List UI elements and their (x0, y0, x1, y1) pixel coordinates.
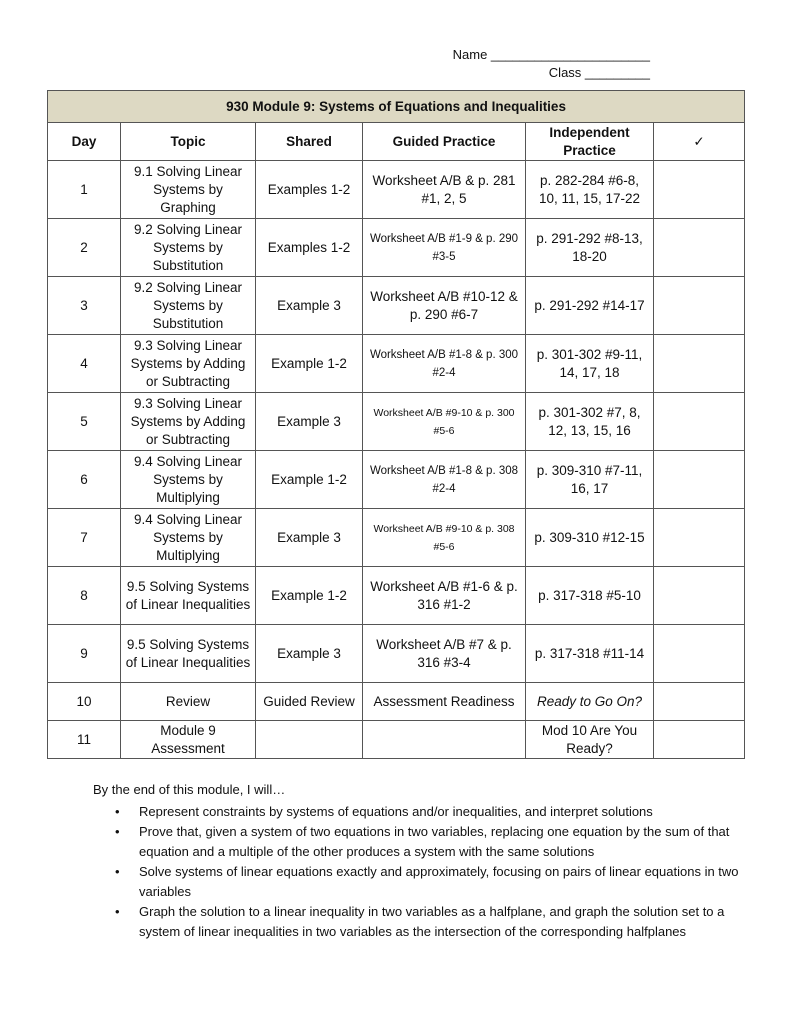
table-row (48, 277, 745, 335)
learning-goals (93, 780, 753, 942)
day-cell: 9 (48, 625, 121, 683)
day-cell: 8 (48, 567, 121, 625)
independent-practice-cell: p. 291-292 #14-17 (526, 277, 654, 335)
column-header-guided-practice: Guided Practice (363, 123, 526, 161)
table-row (48, 721, 745, 759)
shared-cell: Example 3 (256, 277, 363, 335)
day-cell: 11 (48, 721, 121, 759)
topic-cell: 9.2 Solving Linear Systems by Substitution (121, 277, 256, 335)
goal-text: Solve systems of linear equations exactly and approximately, focusing on pairs of linear equations in two variables (139, 864, 739, 899)
guided-practice-cell: Worksheet A/B #1-8 & p. 300 #2-4 (363, 335, 526, 393)
topic-cell: Review (121, 683, 256, 721)
column-header-topic: Topic (121, 123, 256, 161)
table-row (48, 567, 745, 625)
column-header-shared: Shared (256, 123, 363, 161)
table-row (48, 335, 745, 393)
check-cell (654, 277, 745, 335)
check-cell (654, 161, 745, 219)
guided-practice-cell: Worksheet A/B #1-9 & p. 290 #3-5 (363, 219, 526, 277)
bullet-icon: • (115, 864, 120, 879)
independent-practice-cell: p. 309-310 #7-11, 16, 17 (526, 451, 654, 509)
day-cell: 2 (48, 219, 121, 277)
shared-cell: Example 3 (256, 509, 363, 567)
name-line: Name ______________________ (452, 47, 650, 62)
check-cell (654, 721, 745, 759)
table-row (48, 393, 745, 451)
column-header-day: Day (48, 123, 121, 161)
shared-cell (256, 721, 363, 759)
goal-item (115, 902, 753, 942)
goals-intro: By the end of this module, I will… (93, 782, 286, 797)
day-cell: 5 (48, 393, 121, 451)
table-row (48, 625, 745, 683)
bullet-icon: • (115, 824, 120, 839)
shared-cell: Example 3 (256, 625, 363, 683)
table-title: 930 Module 9: Systems of Equations and Inequalities (48, 91, 745, 123)
topic-cell: 9.5 Solving Systems of Linear Inequalities (121, 567, 256, 625)
topic-cell: 9.1 Solving Linear Systems by Graphing (121, 161, 256, 219)
column-header-checkmark: ✓ (654, 123, 745, 161)
shared-cell: Example 3 (256, 393, 363, 451)
table-row (48, 509, 745, 567)
module-schedule-table (47, 90, 745, 759)
check-cell (654, 451, 745, 509)
bullet-icon: • (115, 804, 120, 819)
table-row (48, 219, 745, 277)
shared-cell: Examples 1-2 (256, 219, 363, 277)
guided-practice-cell: Worksheet A/B #9-10 & p. 300 #5-6 (363, 393, 526, 451)
column-header-independent-practice: Independent Practice (526, 123, 654, 161)
goal-text: Graph the solution to a linear inequality in two variables as a halfplane, and graph the solution set to a system of linear inequalities in two variables as the intersection of the corresponding halfplanes (139, 904, 725, 939)
table-row (48, 451, 745, 509)
independent-practice-cell: p. 309-310 #12-15 (526, 509, 654, 567)
day-cell: 3 (48, 277, 121, 335)
class-line: Class _________ (548, 65, 650, 80)
guided-practice-cell: Assessment Readiness (363, 683, 526, 721)
check-cell (654, 393, 745, 451)
goal-text: Prove that, given a system of two equations in two variables, replacing one equation by the sum of that equation and a multiple of the other produces a system with the same solutions (139, 824, 730, 859)
bullet-icon: • (115, 904, 120, 919)
topic-cell: Module 9 Assessment (121, 721, 256, 759)
goal-item (115, 862, 753, 902)
table-row (48, 683, 745, 721)
independent-practice-cell: Ready to Go On? (526, 683, 654, 721)
shared-cell: Example 1-2 (256, 335, 363, 393)
topic-cell: 9.2 Solving Linear Systems by Substitution (121, 219, 256, 277)
independent-practice-cell: p. 301-302 #9-11, 14, 17, 18 (526, 335, 654, 393)
check-cell (654, 335, 745, 393)
goal-item (115, 822, 753, 862)
goal-text: Represent constraints by systems of equations and/or inequalities, and interpret solutions (139, 804, 653, 819)
independent-practice-cell: p. 291-292 #8-13, 18-20 (526, 219, 654, 277)
goals-list (93, 802, 753, 942)
topic-cell: 9.4 Solving Linear Systems by Multiplying (121, 509, 256, 567)
topic-cell: 9.3 Solving Linear Systems by Adding or Subtracting (121, 393, 256, 451)
shared-cell: Guided Review (256, 683, 363, 721)
shared-cell: Examples 1-2 (256, 161, 363, 219)
independent-practice-cell: Mod 10 Are You Ready? (526, 721, 654, 759)
guided-practice-cell: Worksheet A/B #1-6 & p. 316 #1-2 (363, 567, 526, 625)
check-cell (654, 683, 745, 721)
goal-item (115, 802, 753, 822)
shared-cell: Example 1-2 (256, 451, 363, 509)
independent-practice-cell: p. 317-318 #5-10 (526, 567, 654, 625)
check-cell (654, 625, 745, 683)
guided-practice-cell: Worksheet A/B #9-10 & p. 308 #5-6 (363, 509, 526, 567)
independent-practice-cell: p. 301-302 #7, 8, 12, 13, 15, 16 (526, 393, 654, 451)
independent-practice-cell: p. 317-318 #11-14 (526, 625, 654, 683)
guided-practice-cell (363, 721, 526, 759)
independent-practice-cell: p. 282-284 #6-8, 10, 11, 15, 17-22 (526, 161, 654, 219)
shared-cell: Example 1-2 (256, 567, 363, 625)
guided-practice-cell: Worksheet A/B #1-8 & p. 308 #2-4 (363, 451, 526, 509)
day-cell: 6 (48, 451, 121, 509)
guided-practice-cell: Worksheet A/B #7 & p. 316 #3-4 (363, 625, 526, 683)
day-cell: 4 (48, 335, 121, 393)
day-cell: 7 (48, 509, 121, 567)
check-cell (654, 509, 745, 567)
check-cell (654, 567, 745, 625)
topic-cell: 9.3 Solving Linear Systems by Adding or Subtracting (121, 335, 256, 393)
day-cell: 1 (48, 161, 121, 219)
check-cell (654, 219, 745, 277)
guided-practice-cell: Worksheet A/B & p. 281 #1, 2, 5 (363, 161, 526, 219)
day-cell: 10 (48, 683, 121, 721)
table-row (48, 161, 745, 219)
guided-practice-cell: Worksheet A/B #10-12 & p. 290 #6-7 (363, 277, 526, 335)
topic-cell: 9.4 Solving Linear Systems by Multiplying (121, 451, 256, 509)
topic-cell: 9.5 Solving Systems of Linear Inequalities (121, 625, 256, 683)
